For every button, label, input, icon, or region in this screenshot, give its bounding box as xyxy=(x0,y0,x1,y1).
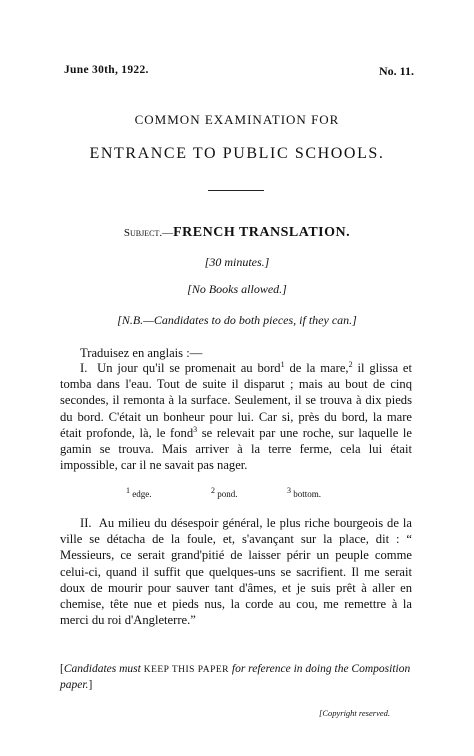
candidates-note-close: ] xyxy=(88,679,93,691)
divider-rule xyxy=(208,190,264,191)
exam-date: June 30th, 1922. xyxy=(64,64,149,76)
passage-1-text-c: il glissa et tomba dans l'eau. Tout de suite il disparut ; mais au bout de cinq secondes, il remonta à la surface. Seulement, il se trouva à dix pieds du bord. C'était un bonheur pour lui. Car si, près du bord, la mare était profonde, là, le fond xyxy=(60,361,413,440)
subject-heading xyxy=(0,225,474,241)
copyright-note: [Copyright reserved. xyxy=(319,708,390,718)
time-allowed: [30 minutes.] xyxy=(204,255,270,269)
candidates-note-open: [ xyxy=(60,663,64,675)
nb-note: [N.B.—Candidates to do both pieces, if they can.] xyxy=(117,313,357,327)
subject-name: FRENCH TRANSLATION. xyxy=(173,225,351,240)
footnote-1-text: edge. xyxy=(132,489,152,499)
footnote-1 xyxy=(126,486,152,499)
title-line-1: COMMON EXAMINATION FOR xyxy=(134,112,340,127)
passage-2-text: Au milieu du désespoir général, le plus riche bourgeois de la ville se détacha de la foule, et, s'avançant sur la place, dit : “ Messieurs, ce serait grand'pitié de laisser périr un peuple comme celui-ci, quand il suffit que quelques-uns se sacrifient. Il me serait doux de mourir pour sauver tant d'âmes, et je suis prêt à aller en chemise, tête nue et pieds nus, la corde au cou, me remettre à la merci du roi d'Angleterre.” xyxy=(60,516,412,628)
footnote-ref-2: 2 xyxy=(348,359,353,369)
candidates-note-italic-a: Candidates must xyxy=(63,663,141,675)
subject-prefix: Subject.— xyxy=(123,227,174,239)
candidates-note-italic-b: for reference in doing the Composition paper. xyxy=(60,663,411,691)
candidates-note-caps: KEEP THIS PAPER xyxy=(140,665,232,675)
footnote-2-text: pond. xyxy=(217,489,238,499)
footnote-2 xyxy=(211,486,238,499)
footnote-1-num: 1 xyxy=(126,486,130,495)
passage-2 xyxy=(60,515,412,628)
candidates-note xyxy=(60,662,412,693)
passage-1-text-b: de la mare, xyxy=(284,361,349,375)
passage-intro xyxy=(60,345,412,361)
footnote-3-text: bottom. xyxy=(293,489,322,499)
passage-1-text-a: Un jour qu'il se promenait au bord xyxy=(97,361,281,375)
passage-1-number: I. xyxy=(80,361,88,375)
passage-1 xyxy=(60,360,412,473)
footnote-3 xyxy=(287,486,322,499)
passage-1-text-d: se relevait par une roche, sur laquelle le gamin se trouva. Mais arriver à la terre ferme, cela lui était impossible, car il ne savait pas nager. xyxy=(60,425,412,473)
passage-2-number: II. xyxy=(80,516,92,530)
footnote-3-num: 3 xyxy=(287,486,291,495)
paper-number: No. 11. xyxy=(378,64,414,78)
passage-intro-text: Traduisez en anglais :— xyxy=(80,346,203,360)
footnote-ref-1: 1 xyxy=(280,359,285,369)
no-books-note: [No Books allowed.] xyxy=(187,282,287,296)
footnote-2-num: 2 xyxy=(211,486,215,495)
footnote-ref-3: 3 xyxy=(193,424,198,434)
title-line-2: ENTRANCE TO PUBLIC SCHOOLS. xyxy=(89,145,385,162)
